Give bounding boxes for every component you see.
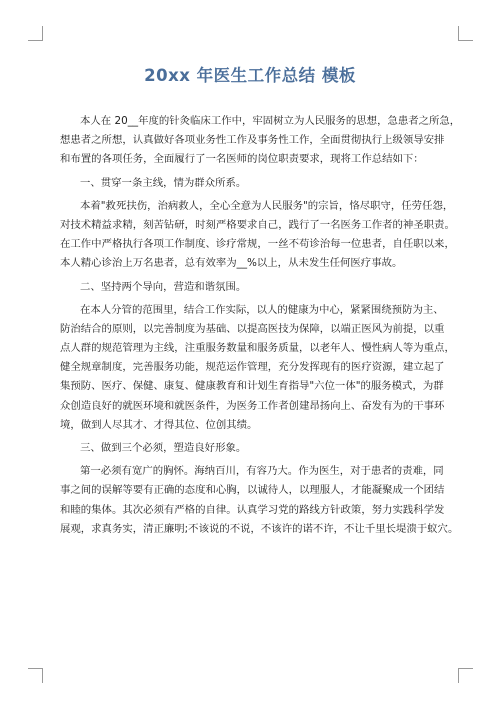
crop-mark-top-right <box>458 26 473 41</box>
text-line: 健全规章制度，完善服务功能，规范运作管理，充分发挥现有的医疗资源，建立起了 <box>60 361 445 374</box>
text-line: 点人群的规范管理为主线，注重服务数量和服务质量，以老年人、慢性病人等为重点， <box>60 342 455 355</box>
text-line: 和睦的集体。其次必须有严格的自律。认真学习党的路线方针政策，努力实践科学发 <box>60 503 445 516</box>
crop-mark-top-left <box>28 26 43 41</box>
text-line: 境，做到人尽其才、才得其位、位创其绩。 <box>60 418 258 431</box>
section-heading: 三、做到三个必须，塑造良好形象。 <box>80 442 247 454</box>
document-title: 20xx 年医生工作总结 模板 <box>144 66 356 85</box>
text-line: 在本人分管的范围里，结合工作实际，以人的健康为中心，紧紧围绕预防为主、 <box>80 303 444 316</box>
text-line: 在工作中严格执行各项工作制度、诊疗常规，一丝不苟诊治每一位患者，自任职以来， <box>60 238 455 251</box>
text-line: 本人在 20__年度的针灸临床工作中，牢固树立为人民服务的思想，急患者之所急， <box>80 115 461 127</box>
text-line: 第一必须有宽广的胸怀。海纳百川，有容乃大。作为医生，对于患者的责难，同 <box>80 465 444 478</box>
text-line: 防治结合的原则，以完善制度为基础、以提高医技为保障，以端正医风为前提，以重 <box>60 322 445 335</box>
text-line: 众创造良好的就医环境和就医条件，为医务工作者创建昂扬向上、奋发有为的干事环 <box>60 399 445 412</box>
text-line: 事之间的误解等要有正确的态度和心胸，以诚待人，以理服人，才能凝聚成一个团结 <box>60 484 445 497</box>
text-line: 想患者之所想，认真做好各项业务性工作及事务性工作，全面贯彻执行上级领导安排 <box>60 134 445 147</box>
text-line: 和布置的各项任务，全面履行了一名医师的岗位职责要求，现将工作总结如下： <box>60 153 424 166</box>
text-line: 展观，求真务实，清正廉明;不该说的不说，不该许的诺不许，不让千里长堤溃于蚁穴。 <box>60 522 459 535</box>
text-line: 集预防、医疗、保健、康复、健康教育和计划生育指导"六位一体"的服务模式，为群 <box>60 380 444 393</box>
crop-mark-bottom-left <box>28 668 43 683</box>
text-line: 本人精心诊治上万名患者，总有效率为__%以上，从未发生任何医疗事故。 <box>60 257 403 270</box>
section-heading: 一、贯穿一条主线，情为群众所系。 <box>80 176 247 189</box>
crop-mark-bottom-right <box>458 668 473 683</box>
section-heading: 二、坚持两个导向，营造和谐氛围。 <box>80 280 247 293</box>
document-body <box>60 112 461 539</box>
text-line: 本着"救死扶伤，治病救人，全心全意为人民服务"的宗旨，恪尽职守，任劳任怨， <box>80 199 454 212</box>
text-line: 对技术精益求精，刻苦钻研，时刻严格要求自己，践行了一名医务工作者的神圣职责。 <box>60 218 455 231</box>
